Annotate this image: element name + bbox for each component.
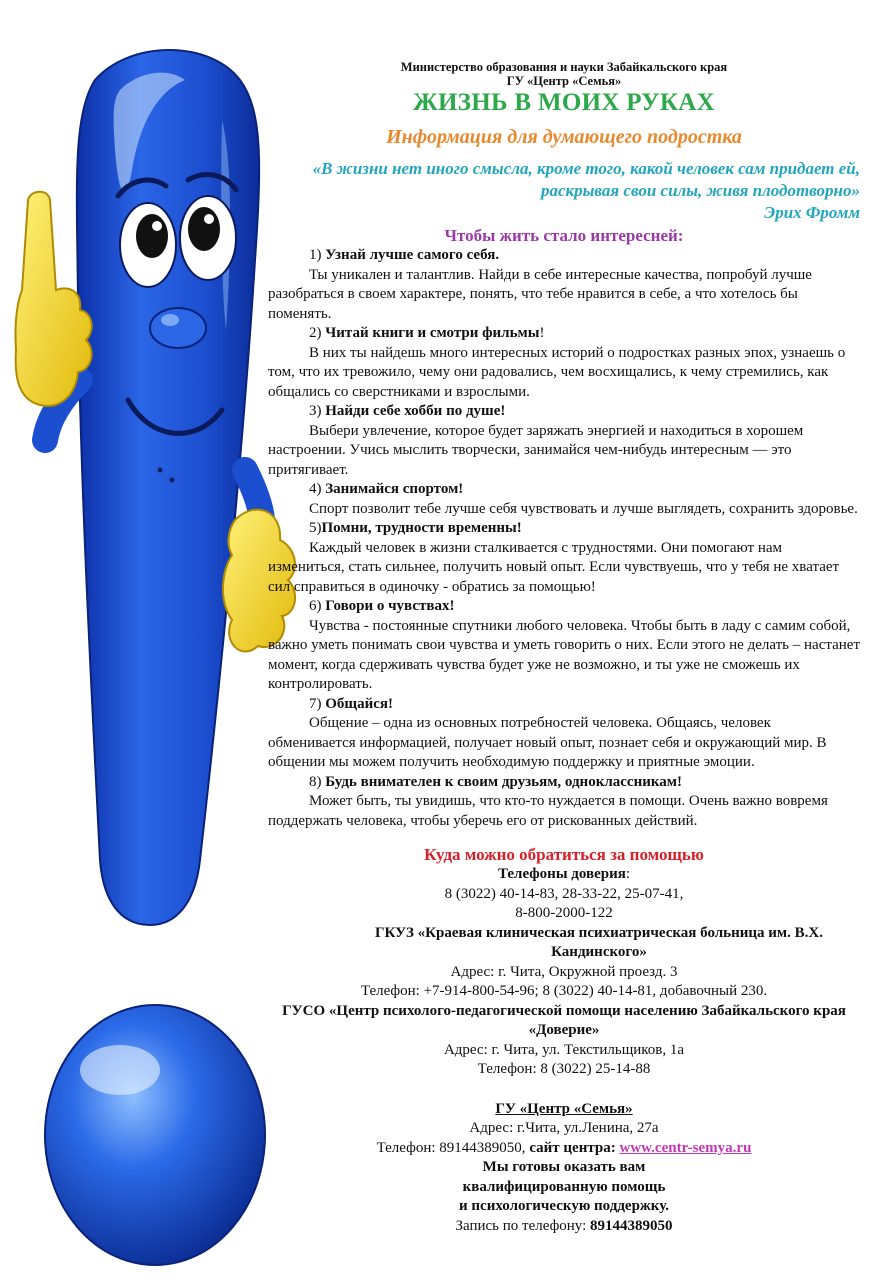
tip-title: Найди себе хобби по душе!	[325, 403, 506, 419]
help-heading: Куда можно обратиться за помощью	[424, 845, 704, 864]
ministry-name: Министерство образования и науки Забайкальского края	[400, 60, 728, 74]
site-link[interactable]: www.centr-semya.ru	[619, 1139, 752, 1156]
tip-text: Чувства - постоянные спутники любого человека. Чтобы быть в ладу с самим собой, важно уметь понимать свои чувства и уметь говорить о них. Если этого не делать – настанет момент, когда сдерживать чувства будет уже не возможно, и ты уже не сможешь их контролировать.	[268, 617, 861, 692]
hotline-label: Телефоны доверия	[497, 866, 626, 882]
epigraph-quote: «В жизни нет иного смысла, кроме того, какой человек сам придает ей, раскрывая свои силы, живя плодотворно»	[312, 159, 860, 200]
family-center-phone: Телефон: 89144389050,	[376, 1139, 530, 1156]
center-phone: Телефон: 8 (3022) 25-14-88	[477, 1061, 651, 1077]
tip-number: 7)	[309, 695, 326, 712]
hospital-address: Адрес: г. Чита, Окружной проезд. 3	[450, 963, 678, 980]
signup-phone: 89144389050	[590, 1217, 673, 1234]
tip-title: Узнай лучше самого себя.	[325, 247, 500, 263]
tip-text: Выбери увлечение, которое будет заряжать энергией и находиться в хорошем настроении. Учись мыслить творчески, занимайся чем-нибудь интересным — это притягивает.	[268, 422, 804, 478]
tip-title: Занимайся спортом!	[325, 481, 464, 497]
hospital-phone: Телефон: +7-914-800-54-96; 8 (3022) 40-14-81, добавочный 230.	[360, 983, 768, 999]
tip-number: 2)	[309, 325, 326, 341]
tip-text: Может быть, ты увидишь, что кто-то нуждается в помощи. Очень важно вовремя поддержать человека, чтобы уберечь его от рискованных действий.	[268, 793, 828, 829]
organization-name: ГУ «Центр «Семья»	[506, 74, 622, 88]
hotline-numbers-2: 8-800-2000-122	[515, 905, 613, 921]
tip-item	[268, 480, 860, 519]
tip-number: 4)	[309, 481, 326, 497]
hotline-numbers: 8 (3022) 40-14-83, 28-33-22, 25-07-41,	[444, 885, 684, 902]
tip-title: Будь внимателен к своим друзьям, одноклассникам!	[325, 773, 682, 790]
tip-title: Читай книги и смотри фильмы	[325, 325, 540, 341]
ready-line-2: квалифицированную помощь	[462, 1178, 666, 1195]
tip-number: 5)	[309, 520, 322, 536]
tip-text: Ты уникален и талантлив. Найди в себе интересные качества, попробуй лучше разобраться в своем характере, понять, что тебе нравится в себе, а что хотелось бы поменять.	[268, 266, 812, 322]
tip-text: Общение – одна из основных потребностей человека. Общаясь, человек обменивается информацией, получает новый опыт, познает себя и окружающий мир. В общении мы можем получить необходимую поддержку и приятные эмоции.	[268, 715, 827, 770]
tips-heading: Чтобы жить стало интересней:	[444, 226, 684, 245]
tip-item	[268, 519, 860, 597]
family-center-address: Адрес: г.Чита, ул.Ленина, 27а	[469, 1120, 659, 1136]
family-center-name: ГУ «Центр «Семья»	[495, 1100, 633, 1117]
tip-number: 3)	[309, 403, 326, 419]
ready-line-1: Мы готовы оказать вам	[482, 1159, 646, 1175]
center-address: Адрес: г. Чита, ул. Текстильщиков, 1а	[443, 1041, 685, 1058]
hotline-colon: :	[625, 866, 631, 882]
tip-title: Помни, трудности временны!	[321, 520, 522, 536]
tip-text: Спорт позволит тебе лучше себя чувствовать и лучше выглядеть, сохранить здоровье.	[309, 500, 858, 517]
tip-item	[268, 597, 860, 695]
tip-item	[268, 324, 860, 402]
hospital-name: ГКУЗ «Краевая клиническая психиатрическая больница им. В.Х. Кандинского»	[375, 924, 823, 960]
tip-item	[268, 695, 860, 773]
tip-number: 8)	[309, 773, 326, 790]
tip-number: 6)	[309, 598, 326, 614]
tip-item	[268, 402, 860, 480]
tip-title: Общайся!	[325, 695, 393, 712]
tip-tail: !	[539, 325, 545, 341]
page-title: ЖИЗНЬ В МОИХ РУКАХ	[413, 89, 715, 116]
center-name: ГУСО «Центр психолого-педагогической помощи населению Забайкальского края «Доверие»	[282, 1002, 846, 1038]
quote-author: Эрих Фромм	[764, 203, 860, 222]
tip-title: Говори о чувствах!	[325, 598, 455, 614]
signup-label: Запись по телефону:	[455, 1217, 591, 1234]
site-label: сайт центра:	[529, 1139, 620, 1156]
tip-item	[268, 246, 860, 324]
page-subtitle: Информация для думающего подростка	[386, 126, 742, 148]
document-content	[268, 60, 860, 1236]
ready-line-3: и психологическую поддержку.	[459, 1198, 669, 1214]
tip-text: В них ты найдешь много интересных историй о подростках разных эпох, узнаешь о том, что их тревожило, чему они радовались, чем восхищались, к чему стремились, как общались со сверстниками и взрослыми.	[268, 344, 846, 400]
tip-item	[268, 773, 860, 832]
tip-text: Каждый человек в жизни сталкивается с трудностями. Они помогают нам измениться, стать сильнее, получить новый опыт. Если чувствуешь, что у тебя не хватает сил справиться в одиночку - обратись за помощью!	[268, 539, 840, 595]
tip-number: 1)	[309, 247, 326, 263]
